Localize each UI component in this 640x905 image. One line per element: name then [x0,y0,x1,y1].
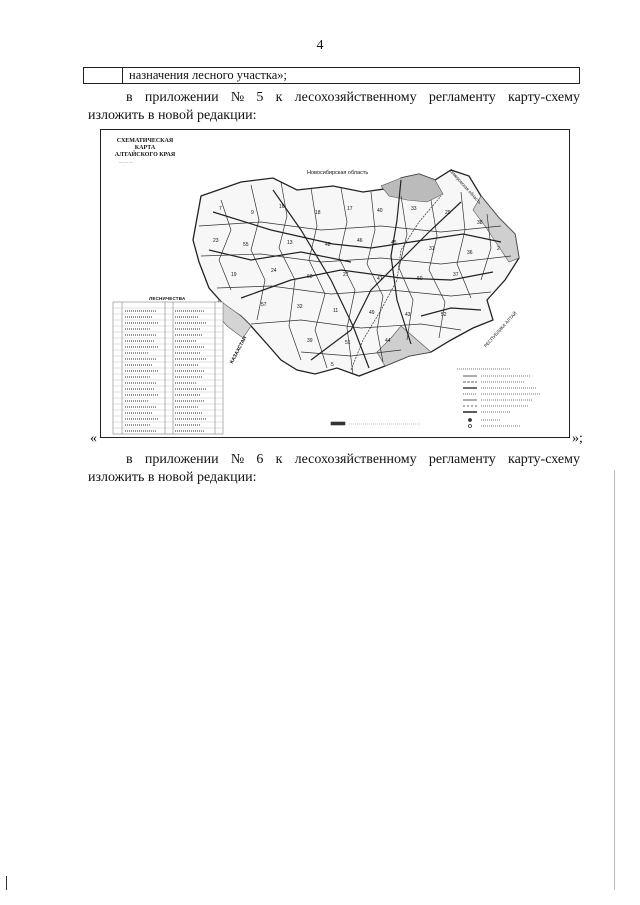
district-number: 19 [231,272,237,278]
scan-edge-mark [6,876,7,890]
district-number: 37 [453,272,459,278]
legend-rows [113,308,223,428]
district-number: 11 [333,308,339,314]
neighbor-label-nsk: Новосибирская область [307,170,369,176]
paragraph-line-2: изложить в новой редакции: [88,470,257,485]
word: к [275,90,283,105]
district-number: 41 [377,276,383,282]
district-number: 2 [497,246,500,252]
symbol-legend [463,376,477,428]
district-number: 13 [287,240,293,246]
neighbor-label-kem: Кемеровская область [448,168,483,205]
district-number: 5 [331,362,334,368]
scan-edge-mark [614,470,615,890]
word: приложении [144,90,219,105]
table-row [83,67,580,84]
word: № [230,452,245,467]
legend-table [113,302,223,434]
district-number: 44 [385,338,391,344]
word: регламенту [428,90,496,105]
paragraph-appendix-5 [88,89,580,125]
district-number: 24 [271,268,277,274]
district-number: 29 [445,210,451,216]
scale-bar [331,422,421,425]
word: № [230,90,245,105]
district-number: 32 [297,304,303,310]
neighbor-label-kaz: КАЗАХСТАН [229,335,249,365]
word: 6 [256,452,264,467]
district-number: 18 [315,210,321,216]
paragraph-line-1 [88,89,580,107]
district-number: 27 [343,272,349,278]
word: карту-схему [507,90,580,105]
district-number: 51 [345,340,351,346]
opening-quote: « [90,431,97,446]
schematic-map [100,129,570,438]
district-number: 60 [307,274,313,280]
symbol-legend-scribbles [457,369,541,426]
district-number: 39 [307,338,313,344]
district-number: 57 [261,302,267,308]
district-number: 36 [467,250,473,256]
map-title: СХЕМАТИЧЕСКАЯ КАРТА АЛТАЙСКОГО КРАЯ [114,138,176,158]
district-number: 17 [347,206,353,212]
word: регламенту [428,452,496,467]
word: лесохозяйственному [294,452,417,467]
word: карту-схему [507,452,580,467]
neighbor-label-altai: РЕСПУБЛИКА АЛТАЙ [483,310,518,349]
district-number: 31 [429,246,435,252]
word: 5 [256,90,264,105]
word: в [126,90,133,105]
district-number: 7 [219,206,222,212]
paragraph-line-1 [88,451,580,469]
district-number: 9 [251,210,254,216]
district-number: 16 [279,204,285,210]
closing-quote: »; [572,431,583,446]
paragraph-line-2: изложить в новой редакции: [88,108,257,123]
district-number: 52 [441,312,447,318]
table-cell-empty [84,68,123,83]
word: в [126,452,133,467]
district-number: 46 [357,238,363,244]
word: к [275,452,283,467]
table-cell-text: назначения лесного участка»; [129,68,288,82]
district-number: 38 [477,220,483,226]
district-number: 40 [377,208,383,214]
map-drawing [101,130,569,437]
district-number: 33 [411,206,417,212]
map-subtitle-mark: — — — [119,159,133,164]
legend-title: ЛЕСНИЧЕСТВА [149,296,186,301]
district-number: 55 [243,242,249,248]
word: лесохозяйственному [294,90,417,105]
word: приложении [144,452,219,467]
district-number: 23 [213,238,219,244]
legend-symbol-dot [469,425,472,428]
page-number: 4 [316,38,324,53]
paragraph-appendix-6 [88,451,580,487]
district-number: 48 [325,242,331,248]
district-number: 49 [369,310,375,316]
legend-symbol-dot [469,419,472,422]
district-number: 43 [405,312,411,318]
district-number: 50 [417,276,423,282]
district-number: 45 [391,240,397,246]
